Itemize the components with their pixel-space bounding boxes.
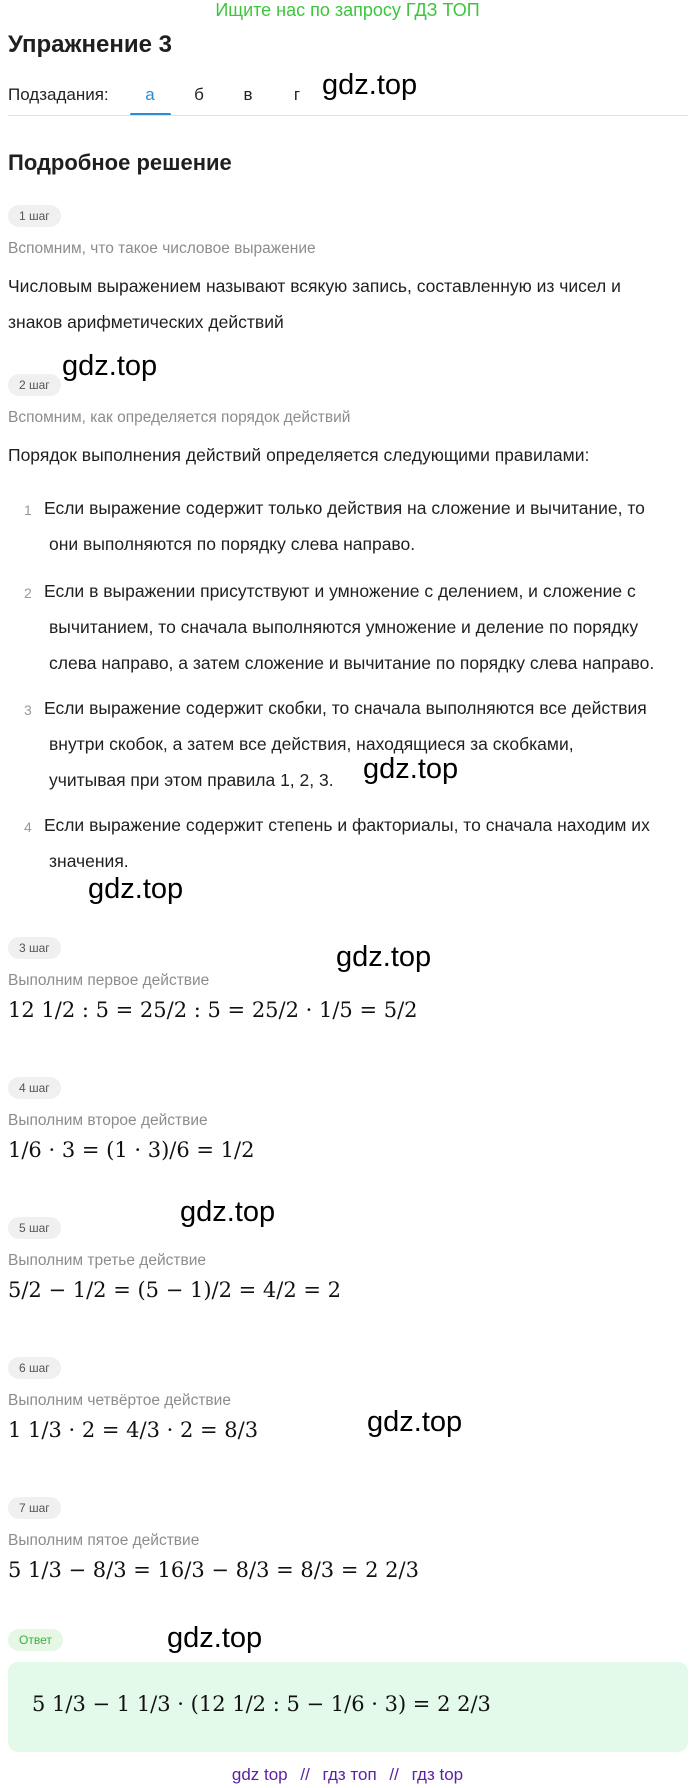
math-expression: 12 1/2 : 5 = 25/2 : 5 = 25/2 · 1/5 = 5/2	[8, 998, 418, 1022]
step-badge: 2 шаг	[8, 374, 61, 396]
math-expression: 1 1/3 · 2 = 4/3 · 2 = 8/3	[8, 1418, 259, 1442]
step-badge: 6 шаг	[8, 1357, 61, 1379]
step-hint: Выполним третье действие	[8, 1252, 206, 1269]
footer-separator: //	[389, 1765, 399, 1784]
page-title: Упражнение 3	[8, 31, 172, 58]
tab-subtask-b[interactable]: б	[194, 85, 204, 104]
watermark: gdz.top	[62, 350, 158, 382]
footer-link[interactable]: гдз топ	[322, 1765, 377, 1784]
search-banner: Ищите нас по запросу ГДЗ ТОП	[215, 0, 480, 20]
subtasks-label: Подзадания:	[8, 85, 109, 104]
watermark: gdz.top	[167, 1622, 263, 1654]
footer-separator: //	[300, 1765, 310, 1784]
math-expression: 5/2 − 1/2 = (5 − 1)/2 = 4/2 = 2	[8, 1278, 342, 1302]
footer-link[interactable]: gdz top	[231, 1765, 288, 1784]
rule-line: учитывая при этом правила 1, 2, 3.	[49, 770, 334, 790]
math-expression: 5 1/3 − 8/3 = 16/3 − 8/3 = 8/3 = 2 2/3	[8, 1558, 419, 1582]
footer-link[interactable]: гдз top	[411, 1765, 464, 1784]
rule-line: Если в выражении присутствуют и умножение с делением, и сложение с	[44, 581, 636, 601]
math-expression: 1/6 · 3 = (1 · 3)/6 = 1/2	[8, 1138, 255, 1162]
rule-line: они выполняются по порядку слева направо.	[49, 534, 416, 554]
tab-subtask-v[interactable]: в	[243, 85, 253, 104]
step-badge: 7 шаг	[8, 1497, 61, 1519]
watermark: gdz.top	[336, 941, 432, 973]
step-intro: Порядок выполнения действий определяется следующими правилами:	[8, 445, 590, 465]
solution-heading: Подробное решение	[8, 150, 232, 175]
rule-number: 4	[24, 819, 32, 835]
step-hint: Выполним второе действие	[8, 1112, 208, 1129]
watermark: gdz.top	[88, 873, 184, 905]
rule-line: Если выражение содержит скобки, то сначала выполняются все действия	[44, 698, 647, 718]
watermark: gdz.top	[363, 753, 459, 785]
step-badge: 1 шаг	[8, 205, 61, 227]
rule-number: 3	[24, 702, 32, 718]
rule-line: внутри скобок, а затем все действия, находящиеся за скобками,	[49, 734, 574, 754]
answer-badge: Ответ	[8, 1629, 63, 1651]
watermark: gdz.top	[367, 1406, 463, 1438]
step-badge: 5 шаг	[8, 1217, 61, 1239]
step-badge: 4 шаг	[8, 1077, 61, 1099]
rule-number: 2	[24, 585, 32, 601]
step-text-line: знаков арифметических действий	[8, 312, 284, 332]
step-badge: 3 шаг	[8, 937, 61, 959]
step-hint: Вспомним, что такое числовое выражение	[8, 240, 316, 257]
step-hint: Вспомним, как определяется порядок действий	[8, 409, 351, 426]
rule-line: значения.	[49, 851, 129, 871]
step-hint: Выполним первое действие	[8, 972, 210, 989]
rule-line: слева направо, а затем сложение и вычитание по порядку слева направо.	[49, 653, 655, 673]
answer-expression: 5 1/3 − 1 1/3 · (12 1/2 : 5 − 1/6 · 3) = 2 2/3	[32, 1692, 491, 1716]
step-text-line: Числовым выражением называют всякую запись, составленную из чисел и	[8, 276, 621, 296]
tab-subtask-g[interactable]: г	[293, 85, 301, 104]
step-hint: Выполним пятое действие	[8, 1532, 200, 1549]
tab-subtask-a[interactable]: а	[145, 85, 155, 104]
step-hint: Выполним четвёртое действие	[8, 1392, 231, 1409]
watermark: gdz.top	[180, 1196, 276, 1228]
rule-line: Если выражение содержит только действия на сложение и вычитание, то	[44, 498, 645, 518]
rule-line: вычитанием, то сначала выполняются умножение и деление по порядку	[49, 617, 639, 637]
rule-line: Если выражение содержит степень и факториалы, то сначала находим их	[44, 815, 650, 835]
watermark: gdz.top	[322, 69, 418, 101]
divider	[8, 115, 688, 116]
rule-number: 1	[24, 502, 32, 518]
footer-links	[0, 1765, 695, 1785]
